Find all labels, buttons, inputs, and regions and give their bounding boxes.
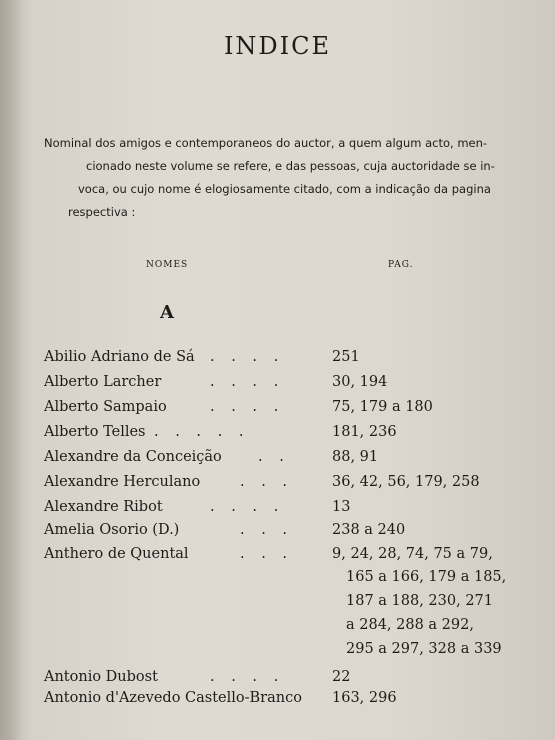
entry-name: Alexandre Herculano bbox=[44, 474, 201, 490]
entry-pages: 251 bbox=[332, 349, 360, 365]
entry-name: Alexandre da Conceição bbox=[44, 449, 222, 465]
entry-pages: 13 bbox=[332, 499, 351, 515]
entry-pages: 238 a 240 bbox=[332, 522, 406, 538]
entry-name: Antonio Dubost bbox=[44, 669, 158, 685]
page-gutter-shadow bbox=[0, 0, 22, 740]
leader-dots: . . . bbox=[240, 522, 294, 538]
leader-dots: . . . bbox=[240, 474, 294, 490]
entry-pages: 75, 179 a 180 bbox=[332, 399, 433, 415]
entry-name: Alberto Telles bbox=[44, 424, 146, 440]
leader-dots: . . . . bbox=[210, 349, 285, 365]
intro-line: Nominal dos amigos e contemporaneos do auctor, a quem algum acto, men- bbox=[44, 136, 488, 150]
leader-dots: . . . . bbox=[210, 399, 285, 415]
entry-pages-continuation: a 284, 288 a 292, bbox=[346, 617, 474, 633]
entry-pages: 30, 194 bbox=[332, 374, 388, 390]
leader-dots: . . . . . bbox=[154, 424, 250, 440]
entry-pages: 181, 236 bbox=[332, 424, 397, 440]
entry-name: Antonio d'Azevedo Castello-Branco bbox=[44, 690, 302, 706]
entry-name: Amelia Osorio (D.) bbox=[44, 522, 180, 538]
intro-line: voca, ou cujo nome é elogiosamente citado, com a indicação da pagina bbox=[78, 182, 491, 196]
index-entry bbox=[44, 399, 514, 421]
entry-pages-continuation: 165 a 166, 179 a 185, bbox=[346, 569, 507, 585]
entry-pages: 22 bbox=[332, 669, 351, 685]
entry-name: Alberto Sampaio bbox=[44, 399, 167, 415]
index-entry bbox=[44, 424, 514, 446]
entry-name: Alexandre Ribot bbox=[44, 499, 163, 515]
entry-name: Anthero de Quental bbox=[44, 546, 189, 562]
index-entry bbox=[44, 499, 514, 521]
index-entry bbox=[44, 546, 514, 568]
intro-line: cionado neste volume se refere, e das pessoas, cuja auctoridade se in- bbox=[86, 159, 495, 173]
page-title: INDICE bbox=[223, 32, 332, 60]
index-entry bbox=[44, 374, 514, 396]
index-entry bbox=[44, 474, 514, 496]
index-entry bbox=[44, 690, 514, 712]
leader-dots: . . . . bbox=[210, 374, 285, 390]
entry-pages: 163, 296 bbox=[332, 690, 397, 706]
entry-pages: 9, 24, 28, 74, 75 a 79, bbox=[332, 546, 493, 562]
index-entry bbox=[44, 669, 514, 691]
intro-line: respectiva : bbox=[68, 205, 136, 219]
section-letter: A bbox=[160, 302, 174, 323]
entry-pages-continuation: 187 a 188, 230, 271 bbox=[346, 593, 494, 609]
leader-dots: . . . . bbox=[210, 669, 285, 685]
entry-pages: 88, 91 bbox=[332, 449, 379, 465]
leader-dots: . . . . bbox=[210, 499, 285, 515]
entry-name: Alberto Larcher bbox=[44, 374, 162, 390]
column-header-names: NOMES bbox=[146, 260, 189, 270]
leader-dots: . . bbox=[258, 449, 290, 465]
index-entry bbox=[44, 522, 514, 544]
index-entry bbox=[44, 349, 514, 371]
entry-pages-continuation: 295 a 297, 328 a 339 bbox=[346, 641, 502, 657]
index-entry bbox=[44, 449, 514, 471]
column-header-page: PAG. bbox=[388, 260, 414, 270]
entry-name: Abilio Adriano de Sá bbox=[44, 349, 195, 365]
leader-dots: . . . bbox=[240, 546, 294, 562]
entry-pages: 36, 42, 56, 179, 258 bbox=[332, 474, 480, 490]
